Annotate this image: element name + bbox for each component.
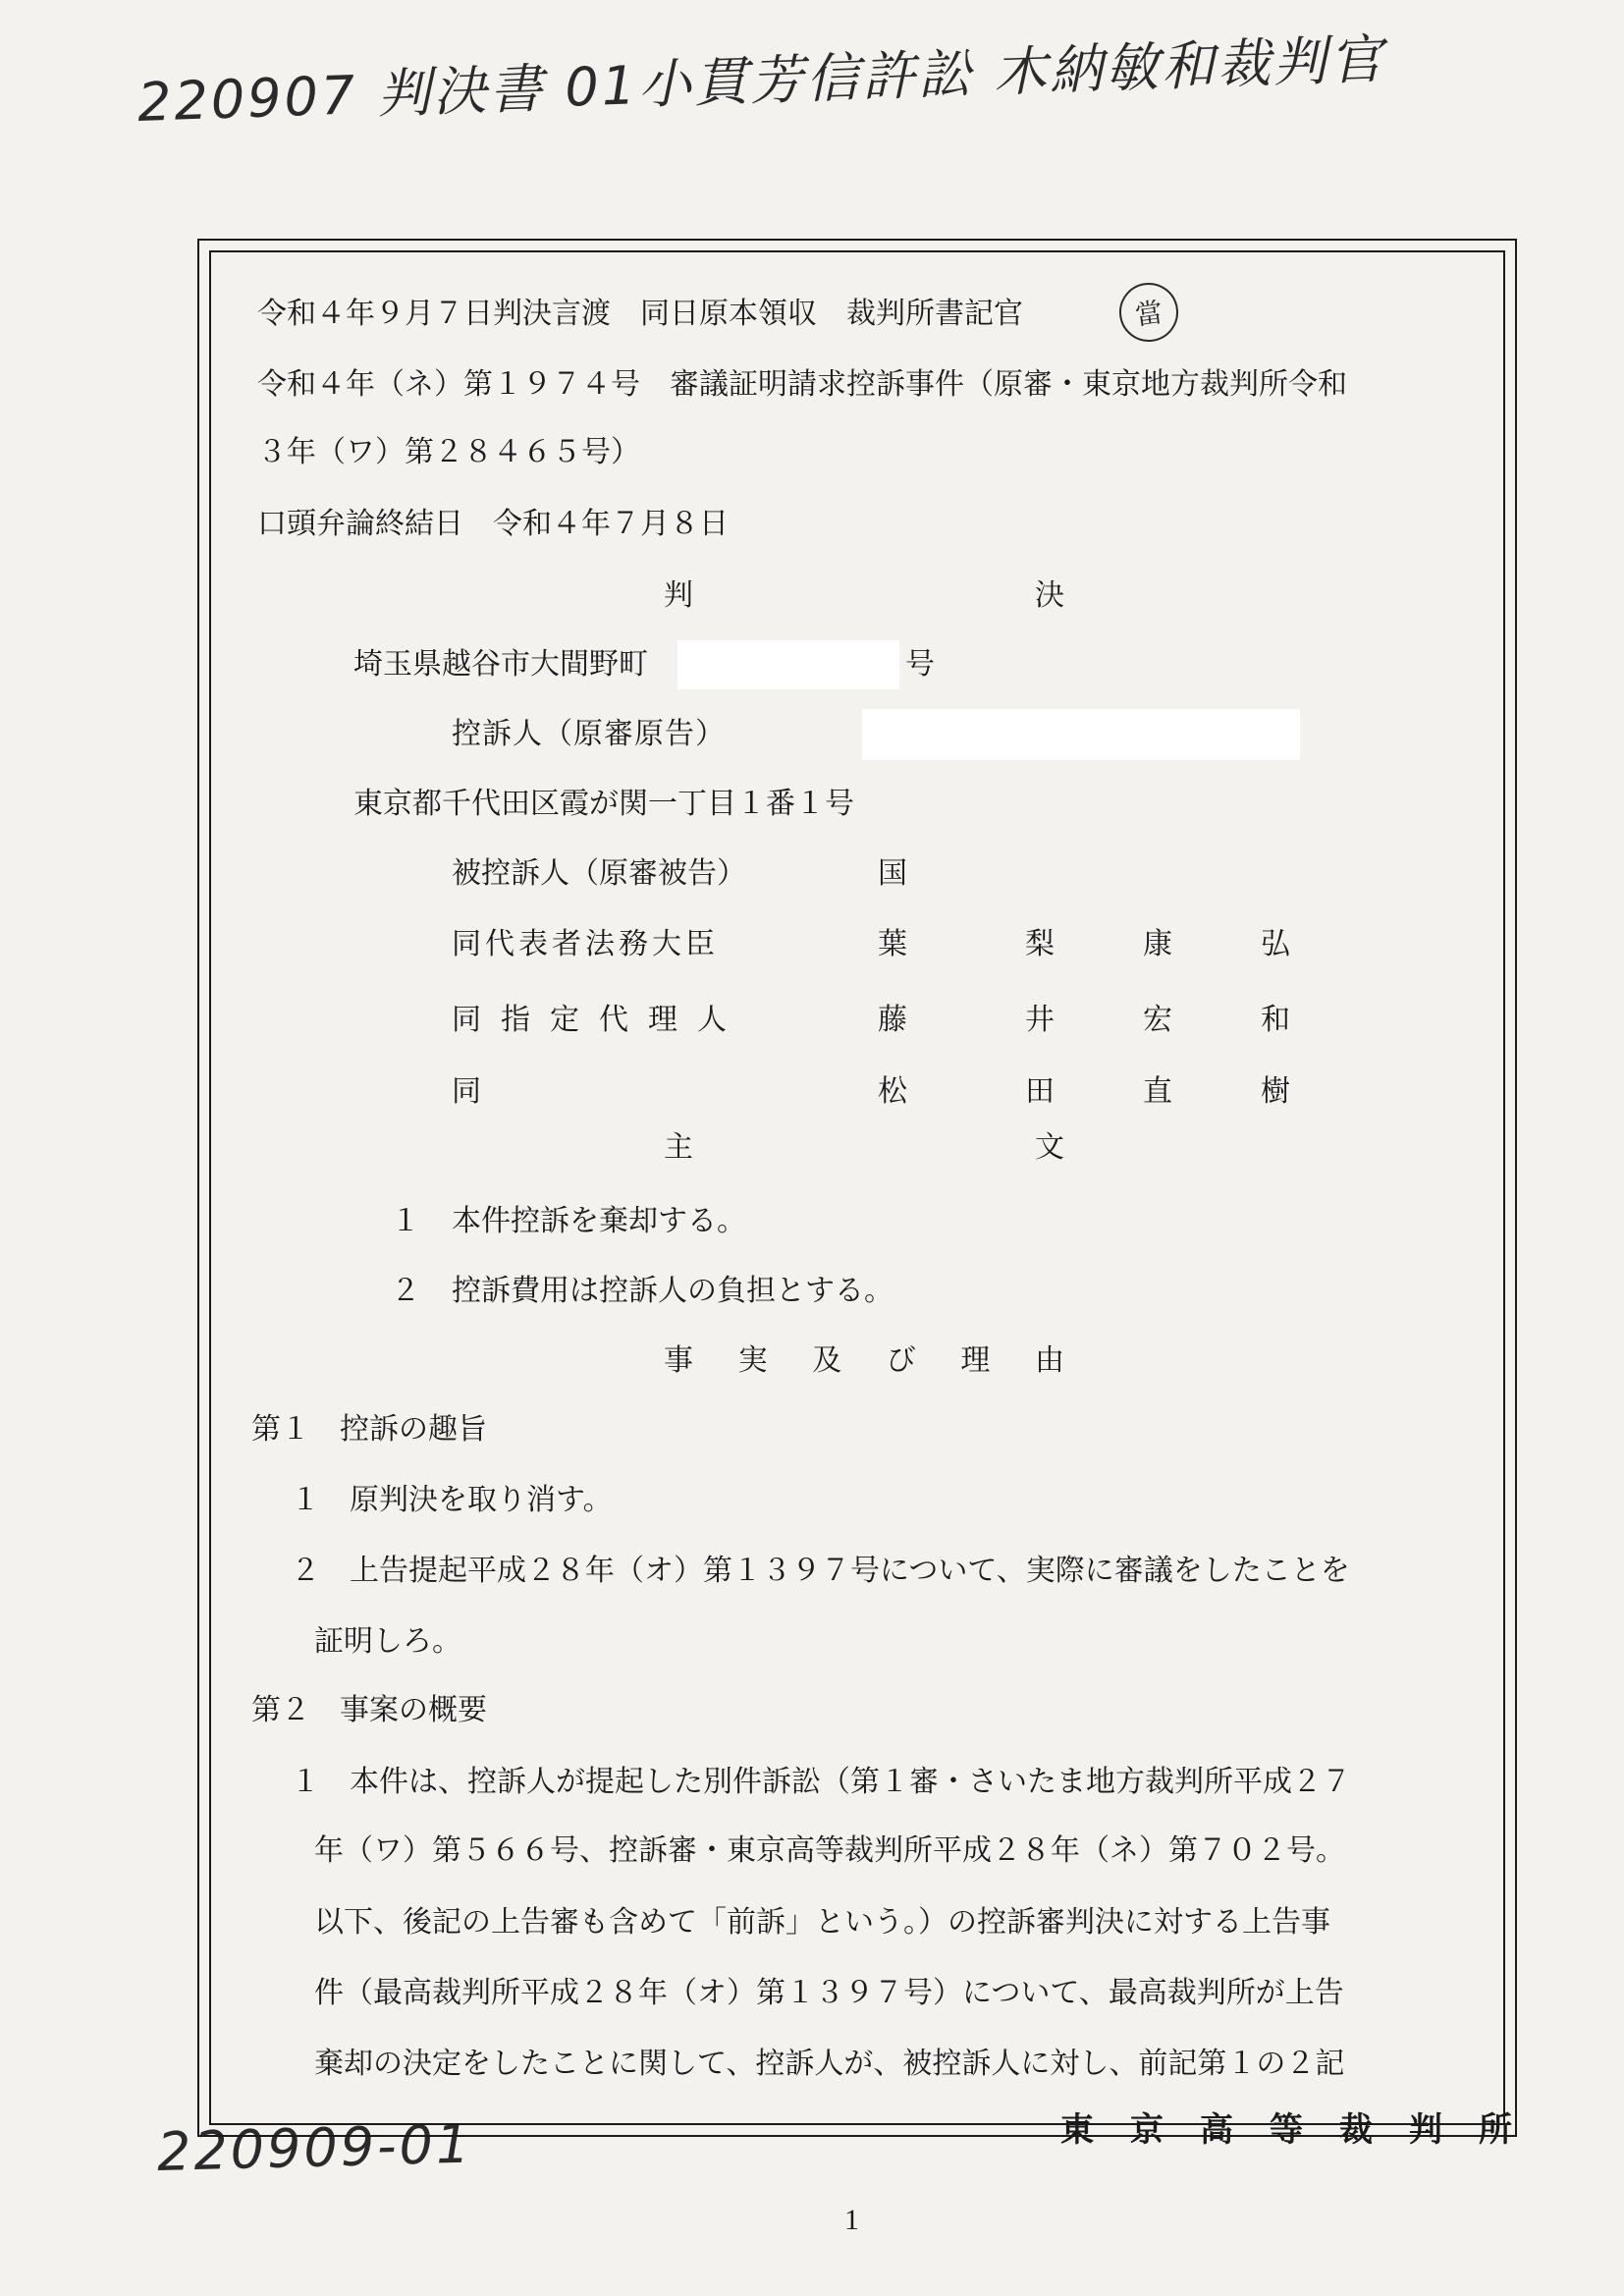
party-name-char: 康 [1143,927,1172,961]
header-line-1: 令和４年９月７日判決言渡 同日原本領収 裁判所書記官 [257,297,1023,331]
header-line-4: 口頭弁論終結日 令和４年７月８日 [257,507,729,541]
court-name-char: 東 [1060,2110,1094,2150]
redaction-block [677,640,899,689]
reasons-heading-char: び [886,1343,916,1378]
section2-paragraph-line: 以下、後記の上告審も含めて「前訴」という。）の控訴審判決に対する上告事 [314,1905,1330,1940]
reasons-heading-char: 理 [960,1343,991,1378]
party-name-char: 田 [1025,1074,1055,1109]
party-name-char: 弘 [1261,927,1290,961]
main-text-num: １ [391,1204,420,1238]
section2-paragraph-line: 件（最高裁判所平成２８年（オ）第１３９７号）について、最高裁判所が上告 [314,1976,1344,2010]
party-role: 被控訴人（原審被告） [452,856,746,891]
appellant-label: 控訴人（原審原告） [452,717,726,751]
court-name-char: 高 [1200,2110,1233,2150]
court-name-char: 等 [1270,2110,1303,2150]
main-text-heading-char: 文 [1035,1130,1064,1165]
section1-item-num: １ [291,1483,320,1517]
reasons-heading-char: 由 [1034,1343,1064,1378]
section1-title: 第１ 控訴の趣旨 [251,1412,487,1447]
judgment-heading [664,578,1064,613]
section1-item: 上告提起平成２８年（オ）第１３９７号について、実際に審議をしたことを [350,1554,1350,1588]
court-name-char: 所 [1479,2110,1512,2150]
respondent-address: 東京都千代田区霞が関一丁目１番１号 [353,787,854,821]
section1-item-continuation: 証明しろ。 [314,1624,461,1659]
clerk-seal-stamp: 當 [1115,279,1182,346]
party-name-char: 和 [1261,1003,1290,1037]
party-name-char: 樹 [1261,1074,1290,1109]
handwritten-header-note: 220907 判決書 01小貫芳信許訟 木納敏和裁判官 [136,27,1386,134]
section1-item-num: ２ [291,1554,320,1588]
party-name-char: 宏 [1143,1003,1172,1037]
section2-paragraph-line: 年（ワ）第５６６号、控訴審・東京高等裁判所平成２８年（ネ）第７０２号。 [314,1833,1345,1868]
reasons-heading [664,1343,1064,1378]
court-name-char: 京 [1130,2110,1164,2150]
reasons-heading-char: 及 [812,1343,842,1378]
main-text-item: 控訴費用は控訴人の負担とする。 [452,1274,893,1308]
reasons-heading-char: 事 [664,1343,693,1378]
main-text-item: 本件控訴を棄却する。 [452,1204,746,1238]
party-name-char: 国 [878,856,907,891]
court-name-char: 判 [1409,2110,1442,2150]
party-role: 同代表者法務大臣 [452,927,719,961]
header-line-2: 令和４年（ネ）第１９７４号 審議証明請求控訴事件（原審・東京地方裁判所令和 [257,367,1347,402]
main-text-num: ２ [391,1274,420,1308]
party-name-char: 直 [1143,1074,1172,1109]
section2-item-num: １ [291,1765,320,1799]
party-role: 同 [452,1074,481,1109]
section1-item: 原判決を取り消す。 [350,1483,613,1517]
redaction-block [862,709,1300,760]
section2-paragraph-line: 本件は、控訴人が提起した別件訴訟（第１審・さいたま地方裁判所平成２７ [350,1765,1351,1799]
handwritten-footer-note: 220909-01 [156,2112,474,2183]
party-name-char: 藤 [878,1003,907,1037]
judgment-heading-char: 決 [1035,578,1064,613]
main-text-heading [664,1130,1064,1165]
party-role: 同指定代理人 [452,1003,746,1037]
section2-title: 第２ 事案の概要 [251,1693,487,1727]
party-name-char: 梨 [1025,927,1055,961]
header-line-3: ３年（ワ）第２８４６５号） [257,435,640,469]
page-number: 1 [844,2204,859,2236]
appellant-address-prefix: 埼玉県越谷市大間野町 [353,647,648,682]
party-name-char: 松 [878,1074,907,1109]
party-name-char: 葉 [878,927,907,961]
court-name-char: 裁 [1339,2110,1373,2150]
judgment-heading-char: 判 [664,578,693,613]
main-text-heading-char: 主 [664,1130,693,1165]
court-name [1060,2110,1512,2150]
party-name-char: 井 [1025,1003,1055,1037]
appellant-address-suffix: 号 [905,647,935,682]
reasons-heading-char: 実 [737,1343,768,1378]
section2-paragraph-line: 棄却の決定をしたことに関して、控訴人が、被控訴人に対し、前記第１の２記 [314,2047,1345,2081]
